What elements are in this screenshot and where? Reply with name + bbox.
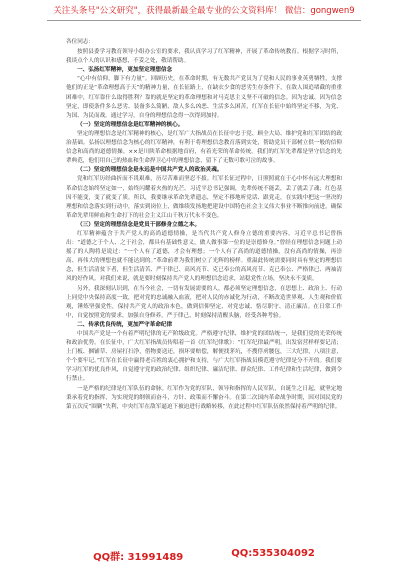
footer-qq-group: QQ群: 31991489 <box>93 552 184 563</box>
paragraph: 党和红军历经曲折而不畏艰难，历尽苦难而坚忍不拔。红军长征过程中，日照照就在于心中怀有远大理想和革命信念始终坚定如一，始终闪耀着火热的光芒。习近平总书记强调，先辈传统不能丢，丢了就丢了魂；红色基因不能变，变了就变了质。所以，我要继承革命先辈遗志，坚定不移地听党话、跟党走，在实践中把这一坚决的理想和信念落实到行动中，落实到岗位上，做维续发扬地把建设中国特色社会主义伟大事业不断推向前进，确保革命先辈用鲜血和生命打下的社会主义江山千秋万代永不变色。 <box>66 176 342 219</box>
section-heading: 一、弘扬红军精神，更加坚定理想信念 <box>77 67 173 74</box>
salutation: 各位同志： <box>66 39 94 45</box>
section-heading: （二）坚定的理想信念是永远是中国共产党人的政治灵魂。 <box>77 167 223 174</box>
header-banner <box>0 0 408 22</box>
document-body <box>66 38 342 541</box>
paragraph: 中国共产党是一个有着严明纪律的无产阶级政党。严格遵守纪律，维护党的团结统一，是我们党的光荣传统和政治优势。在长征中，广大红军指战员传唱着一首《红军纪律歌》：“红军纪律最严明，出发宿营样样要记清；上门板、捆铺草、房屋打扫净，借物要送还，损坏要赔偿，解便找茅坑，不搜俘虏腰包，三大纪律，八项注意，个个要牢记。”红军在长征中赢得老百姓的衷心拥护和支持，与广大红军指战员模范遵守纪律是分不开的。我们要学习红军的优良作风，自觉遵守党的政治纪律、组织纪律、廉洁纪律、群众纪律、工作纪律和生活纪律，做到令行禁止。 <box>66 331 342 383</box>
section-heading: （三）坚定的理想信念是党员干部修身立德之本。 <box>77 221 201 228</box>
paragraph: 红军精神蕴含于共产党人的高尚道德情操，是当代共产党人修身立德的重要内容。习近平总书记曾指出：“道德之于个人、之于社会，都具有基础性意义，做人做事第一位的是崇德修身。”曾经在理想信念问题上动摇了的人陶将是说过：“一个人有了道德，才会有理想；一个人有了高尚的道德情操，没有高尚的情操，再崇高、再伟大的理想也就不能达到的。”革命前辈为我们树立了光辉的榜样。重温此传统需要同时具有坚定的理想信念，但生活清贫下者，但生活清苦、严于律已、高风亮节、克已奉公的高风亮节、克已奉公、严格律已、两袖清风的好作风。对我们来说，就是要时刻保持共产党人的理想信念追求，站稳党性立场，坚决永不变质。 <box>66 230 342 283</box>
section-heading: 二、传承优良传统，更加严守革命纪律 <box>77 321 173 328</box>
paragraph: 按照县委学习教育领导小组办公室的要求，我认真学习了红军精神，开展了革命传统教育。根据学习时所，我谈点个人的认识和感想，不妥之处，敬请帮助。 <box>66 49 342 65</box>
footer-qq: QQ:535304092 <box>231 548 315 559</box>
banner-text: 关注头条号"公文研究"，获得最新最全最专业的公文资料库！ 微信：gongwen9 <box>47 2 360 21</box>
section-heading: （一）坚定的理想信念是红军精神的核心。 <box>77 121 184 128</box>
paragraph: 坚定的理想信念是红军精神的核心，是红军广大指战员在长征中忠于党、顾全大局、维护党和红军团结的政治基础。弘扬以理想信念为核心的红军精神，有利于将理想信念教育落到实处，帮助党员干部树立供一般的信仰信念和高尚的道德情操。××是川陕革命根据地首府，有着光荣的革命传统。我们的红军先辈都是坚守信念的先辈典范，他们用自己的热血和生命捍卫心中的理想信念，留下了无数可歌可泣的故事。 <box>66 130 342 165</box>
footer <box>0 548 408 564</box>
document-blocks <box>66 48 342 412</box>
paragraph: “心中有信仰，脚下有力量”。回顾历史，在革命时期，有无数共产党员为了党和人民的事业英勇牺牲，支撑他们的正是“革命理想高于天”的精神力量，在长征路上，在缺衣少食的恶劣生存条件下，在敌人围追堵截的重重困难中，红军靠什么取得胜利？靠的就是坚定的革命理想和对马克思主义坚不可破的信念。因为忠诚、因为信念坚定，即使条件多么恶劣、装备多么简陋、敌人多么凶恶、生活多么困苦，红军在长征中始终坚定不移，为党、为国、为民而战。通过学习，自身的理想信念得一次得到加持。 <box>66 76 342 119</box>
paragraph: 一是严格的纪律是红军队伍的命脉。红军作为党的军队，领导和指挥的人民军队，自诞生之日起，就坚定地秉承着党的指挥，为实现党的纲领而奋斗，方针、政策而不懈奋斗。在第二次国内革命战争时期，因对国民党的第五次反“围剿”失利，中央红军在敌军逼迫下被迫进行战略转移，在此过程中红军队伍依然保持着严明的纪律。 <box>66 385 342 410</box>
paragraph: 另外，我深刻认识到，在当今社会，一切有发展需要的人，都必须坚定理想信念，在思想上、政治上、行动上同党中央保持高度一致，把对党的忠诚融入血液，把对人民的赤诚化为行动，不断改造世界观、人生观和价值观，锤炼坚强党性，保持共产党人的政治本色，做到信仰坚定、对党忠诚、恪尽职守、清正廉洁。在日常工作中，自觉按照党的要求，加强自身修养，严于律己，时刻保持清醒头脑，经受各种考验。 <box>66 285 342 319</box>
